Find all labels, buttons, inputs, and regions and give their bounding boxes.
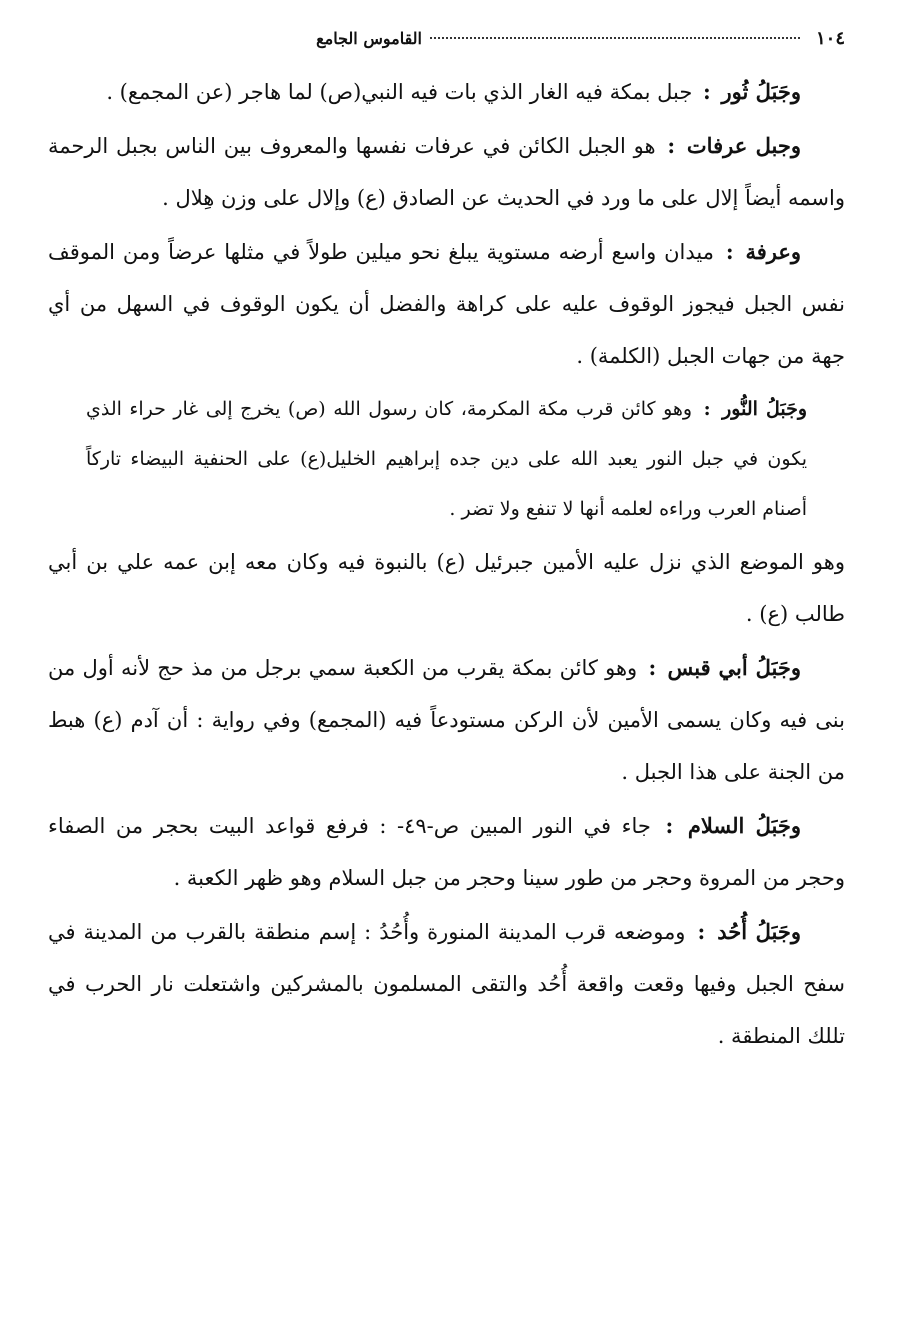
entry-term: وجبل عرفات [686, 133, 801, 158]
entry-definition: ميدان واسع أرضه مستوية يبلغ نحو ميلين طولاً في مثلها عرضاً ومن الموقف نفس الجبل فيجوز الوقوف عليه على كراهة والفضل أن يكون الوقوف في السهل من أي جهة من جهات الجبل (الكلمة) . [48, 240, 845, 368]
running-header [48, 28, 845, 62]
entry-jabal-al-nur [86, 384, 807, 534]
entry-definition: وهو كائن بمكة يقرب من الكعبة سمي برجل من مذ حج لأنه أول من بنى فيه وكان يسمى الأمين لأن الركن مستودعاً فيه (المجمع) وفي رواية : أن آدم (ع) هبط من الجنة على هذا الجبل . [48, 656, 845, 784]
entry-definition: وهو كائن قرب مكة المكرمة، كان رسول الله (ص) يخرج إلى غار حراء الذي يكون في جبل النور يعبد الله على دين جده إبراهيم الخليل(ع) على الحنفية البيضاء تاركاً أصنام العرب وراءه لعلمه أنها لا تنفع ولا تضر . [86, 398, 807, 520]
book-title: القاموس الجامع [316, 29, 422, 48]
dot-leader [430, 37, 800, 39]
entry-definition: هو الجبل الكائن في عرفات نفسها والمعروف بين الناس بجبل الرحمة واسمه أيضاً إلال على ما ورد في الحديث عن الصادق (ع) وإلال على وزن هِلال . [48, 134, 845, 210]
entry-arafa [48, 226, 845, 382]
entry-term: وجَبَلُ السلام [687, 813, 801, 838]
entry-term: وجَبَلُ النُّور [722, 398, 808, 420]
entry-definition: جبل بمكة فيه الغار الذي بات فيه النبي(ص) لما هاجر (عن المجمع) . [106, 80, 693, 104]
entry-separator: : [648, 655, 657, 680]
entry-separator: : [667, 133, 676, 158]
entry-separator: : [703, 79, 711, 104]
entry-definition: وموضعه قرب المدينة المنورة وأُحُدُ : إسم منطقة بالقرب من المدينة في سفح الجبل وفيها وقعت واقعة أُحُد والتقى المسلمون بالمشركين واشتعلت نار الحرب في تللك المنطقة . [48, 920, 845, 1048]
entry-jabal-uhud [48, 906, 845, 1062]
entry-term: وجَبَلُ أبي قبس [667, 655, 801, 680]
entry-jabal-al-salam [48, 800, 845, 904]
entry-definition: جاء في النور المبين ص-٤٩- : فرفع قواعد البيت بحجر من الصفاء وحجر من المروة وحجر من طور سينا وحجر من جبل السلام وهو ظهر الكعبة . [48, 814, 845, 890]
entry-separator: : [665, 813, 674, 838]
entry-jabal-arafat [48, 120, 845, 224]
document-page [48, 28, 845, 1291]
entry-term: وجَبَلُ أُحُد [717, 919, 801, 944]
entry-separator: : [725, 239, 734, 264]
entry-term: وعرفة [745, 239, 801, 264]
entry-jabal-abi-qubays [48, 642, 845, 798]
entry-continuation [48, 536, 845, 640]
entry-term: وجَبَلُ ثُور [721, 79, 801, 104]
page-number: ١٠٤ [815, 28, 845, 49]
entry-jabal-thawr [48, 66, 845, 118]
entry-separator: : [703, 398, 711, 420]
entry-separator: : [697, 919, 706, 944]
entry-definition: وهو الموضع الذي نزل عليه الأمين جبرئيل (ع) بالنبوة فيه وكان معه إبن عمه علي بن أبي طالب (ع) . [48, 550, 845, 626]
dictionary-entries [48, 66, 845, 1062]
